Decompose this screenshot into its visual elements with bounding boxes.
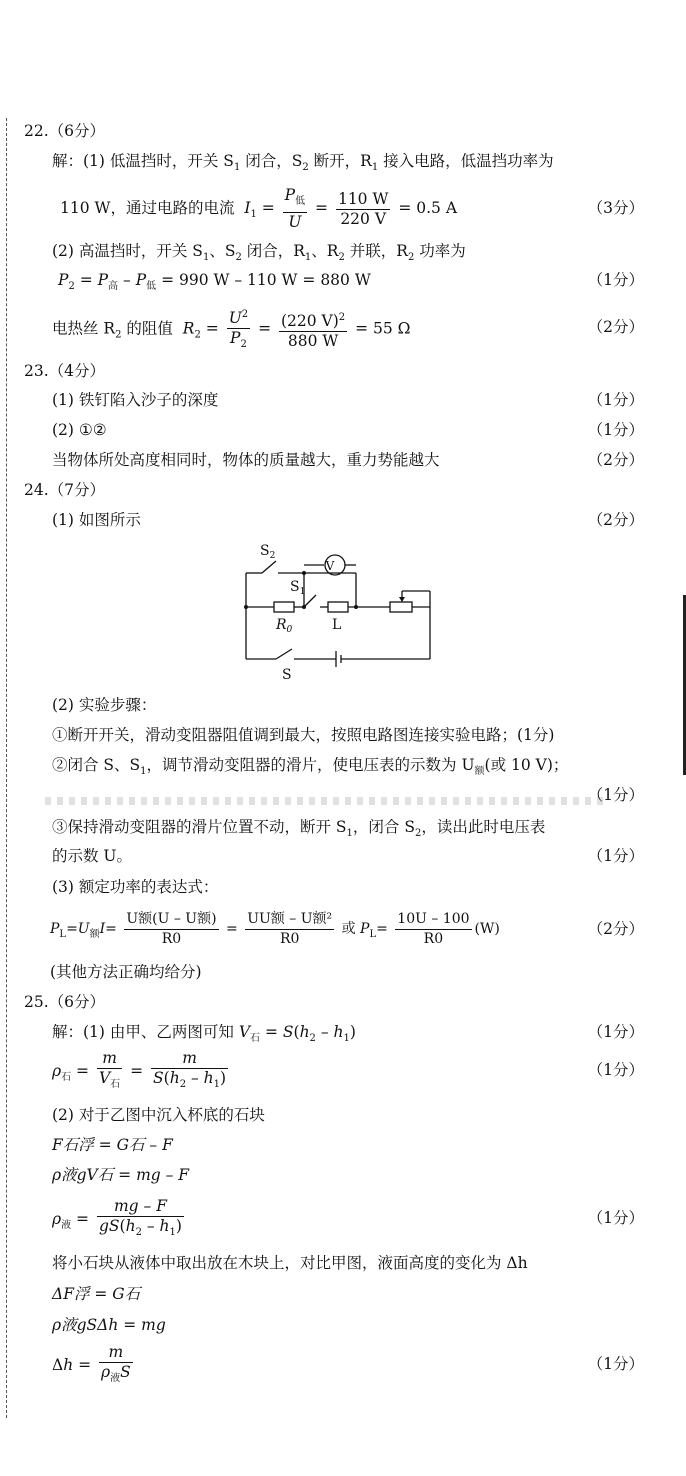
rheostat: [390, 602, 412, 612]
q24-step3-score: （1分）: [587, 847, 644, 865]
q25-answer3: 将小石块从液体中取出放在木块上，对比甲图，液面高度的变化为 Δh: [52, 1254, 528, 1272]
junction-dot: [354, 605, 358, 609]
q25-fraction-3: $\frac{mg - F}{gS(h_2 - h_1)}$: [98, 1197, 182, 1239]
junction-dot: [302, 571, 306, 575]
q24-formula: $P_L=U_额I=$ $\frac{\text{U额(U – U额)}}{R0}$ = $\frac{\text{UU额 – U额²}}{R0}$ 或 $P_L=$ $\frac{10U - 100}{R0}$ (W): [50, 910, 500, 947]
label-s1: $S_1$: [290, 579, 306, 597]
binding-line: [6, 118, 7, 1418]
q24-step1: ①断开开关，滑动变阻器阻值调到最大，按照电路图连接实验电路；(1分): [52, 726, 555, 744]
label-l: L: [332, 617, 342, 633]
q24-score-1: （2分）: [587, 511, 644, 529]
switch-s2: [262, 561, 276, 573]
lamp-l: [328, 602, 348, 612]
q25-score-4: （1分）: [587, 1355, 644, 1373]
q24-answer3: (3) 额定功率的表达式：: [52, 878, 219, 896]
q22-line2: 110 W，通过电路的电流 $I_1$ = $\frac{P_低}{U}$ = $\frac{110 W}{220 V}$ = 0.5 A: [60, 186, 458, 231]
q24-heading: 24.（7分）: [24, 481, 106, 499]
q22-fraction-value: $\frac{110 W}{220 V}$: [337, 189, 389, 228]
q22-line3: (2) 高温挡时，开关 $S_1$、$S_2$ 闭合，$R_1$、$R_2$ 并联，$R_2$ 功率为: [52, 242, 466, 264]
q24-formula-score: （2分）: [587, 920, 644, 938]
q23-answer2: (2) ①②: [52, 421, 107, 439]
q25-formula4: ΔF浮 = G石: [52, 1285, 141, 1303]
q22-score-2: （1分）: [587, 271, 644, 289]
label-s2: $S_2$: [260, 543, 276, 561]
q22-score-1: （3分）: [587, 199, 644, 217]
q23-answer1: (1) 铁钉陷入沙子的深度: [52, 391, 219, 409]
q24-step2-score: （1分）: [587, 786, 644, 804]
switch-s: [276, 649, 292, 659]
q23-answer3: 当物体所处高度相同时，物体的质量越大，重力势能越大: [52, 451, 440, 469]
q25-fraction-4: $\frac{m}{\rho_液S}$: [101, 1343, 131, 1385]
rheostat-arrow: [399, 597, 405, 602]
q24-answer2: (2) 实验步骤：: [52, 696, 157, 714]
q25-heading: 25.（6分）: [24, 993, 106, 1011]
q25-density: $\rho_石$ = $\frac{m}{V_石}$ = $\frac{m}{S(h_2 - h_1)}$: [52, 1048, 231, 1101]
label-v: V: [325, 559, 335, 573]
label-r0: $R_0$: [276, 617, 293, 635]
junction-dot: [244, 605, 248, 609]
q25-formula5: ρ液gSΔh = mg: [52, 1316, 166, 1334]
q22-line5: 电热丝 $R_2$ 的阻值 $R_2$ = $\frac{U^2}{P_2}$ = $\frac{(220 V)^2}{880 W}$ = 55 Ω: [52, 305, 411, 358]
q22-fraction-current: $\frac{P_低}{U}$: [284, 186, 306, 231]
switch-s1: [304, 595, 316, 607]
q25-formula3: $\rho_液$ = $\frac{mg - F}{gS(h_2 - h_1)}$: [52, 1196, 187, 1249]
q23-score-1: （1分）: [587, 391, 644, 409]
junction-dot: [302, 605, 306, 609]
q24-fraction-2: $\frac{\text{UU额 – U额²}}{R0}$: [247, 910, 333, 947]
q22-fraction-r2: $\frac{U^2}{P_2}$: [227, 305, 250, 354]
q25-answer1: 解：(1) 由甲、乙两图可知 $V_石 = S(h_2 - h_1)$: [52, 1023, 356, 1045]
q25-formula6: Δh = $\frac{m}{\rho_液S}$: [52, 1342, 136, 1389]
q25-answer2: (2) 对于乙图中沉入杯底的石块: [52, 1106, 265, 1124]
q25-score-3: （1分）: [587, 1209, 644, 1227]
q24-step3-cont: 的示数 U。: [52, 847, 132, 865]
q25-formula1: F石浮 = G石 – F: [52, 1136, 173, 1154]
q23-heading: 23.（4分）: [24, 362, 106, 380]
q23-score-3: （2分）: [587, 451, 644, 469]
scan-smudge: [45, 797, 605, 805]
q24-note: (其他方法正确均给分): [50, 963, 202, 981]
q24-fraction-3: $\frac{10U - 100}{R0}$: [397, 910, 470, 947]
q22-line1: 解：(1) 低温挡时，开关 $S_1$ 闭合，$S_2$ 断开，$R_1$ 接入电路，低温挡功率为: [52, 152, 554, 174]
q25-score-2: （1分）: [587, 1061, 644, 1079]
label-s: S: [282, 667, 292, 683]
q22-score-3: （2分）: [587, 318, 644, 336]
circuit-diagram: [236, 535, 436, 683]
q25-score-1: （1分）: [587, 1023, 644, 1041]
q24-step2: ②闭合 S、$S_1$，调节滑动变阻器的滑片，使电压表的示数为 $U_额$(或 10 V)；: [52, 756, 569, 778]
q24-fraction-1: $\frac{\text{U额(U – U额)}}{R0}$: [126, 910, 217, 947]
q25-fraction-1: $\frac{m}{V_石}$: [98, 1049, 121, 1091]
q22-line4: $P_2 = P_高 - P_低 = 990$ W – 110 W = 880 W: [58, 271, 371, 293]
q23-score-2: （1分）: [587, 421, 644, 439]
q22-fraction-r2-value: $\frac{(220 V)^2}{880 W}$: [279, 308, 347, 351]
q22-heading: 22.（6分）: [24, 122, 106, 140]
q25-formula2: ρ液gV石 = mg – F: [52, 1166, 190, 1184]
resistor-r0: [274, 602, 294, 612]
q24-step3: ③保持滑动变阻器的滑片位置不动，断开 $S_1$，闭合 $S_2$，读出此时电压表: [52, 818, 546, 840]
q25-fraction-2: $\frac{m}{S(h_2 - h_1)}$: [153, 1049, 227, 1091]
q24-answer1: (1) 如图所示: [52, 511, 141, 529]
